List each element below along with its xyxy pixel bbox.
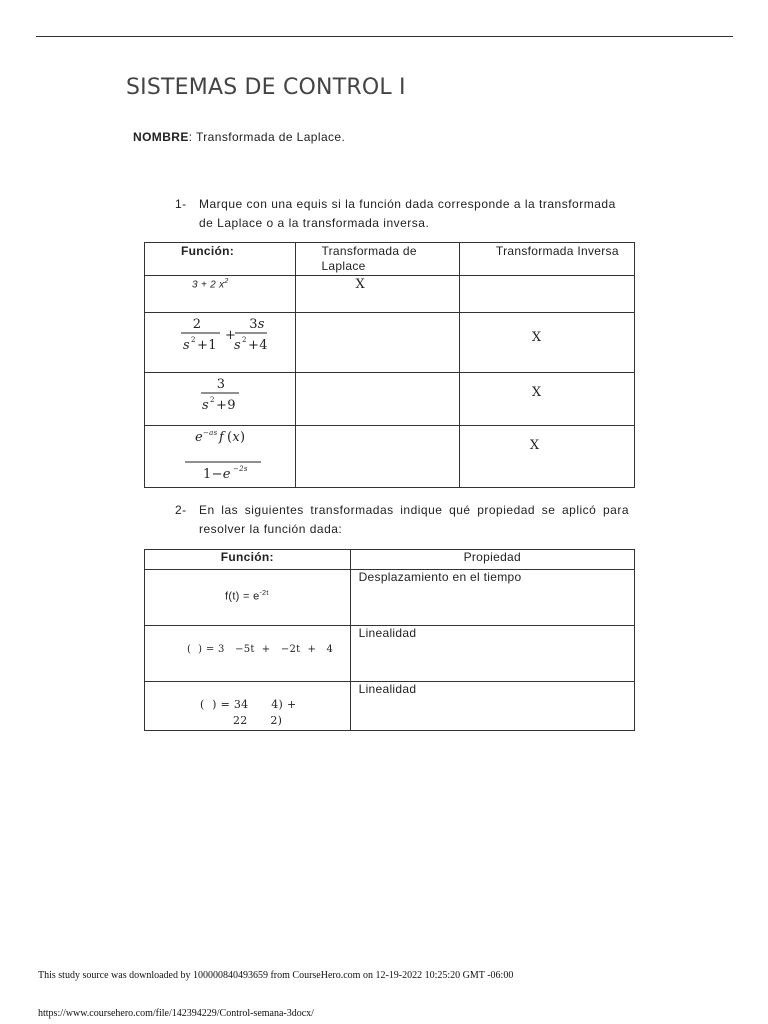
svg-text:s: s — [202, 398, 209, 413]
function-cell — [145, 570, 351, 626]
svg-text:−2s: −2s — [233, 465, 248, 473]
function-expression-line-1: ( ) = 34 4) + — [200, 698, 297, 711]
function-expression: ( ) = 3 −5t + −2t + 4 — [187, 644, 334, 655]
inverse-cell — [459, 313, 634, 373]
inverse-cell — [459, 373, 634, 426]
svg-text:2: 2 — [210, 396, 215, 404]
top-rule — [36, 36, 733, 37]
question-1-number: 1- — [175, 197, 187, 211]
table-row — [145, 682, 635, 731]
function-expression: 3 + 2 $x^2$ — [192, 278, 229, 291]
source-url: https://www.coursehero.com/file/142394229/Control-semana-3docx/ — [38, 1008, 314, 1019]
table-header-row — [145, 550, 635, 570]
function-expression — [145, 313, 293, 372]
nombre-label: NOMBRE — [133, 130, 189, 144]
laplace-cell — [296, 313, 459, 373]
property-cell — [350, 570, 634, 626]
nombre-value: : Transformada de Laplace. — [188, 130, 346, 144]
svg-text:+: + — [225, 328, 237, 343]
svg-text:−as: −as — [203, 429, 218, 437]
header-funcion: Función: — [145, 550, 351, 570]
table-row — [145, 313, 635, 373]
svg-text:+1: +1 — [197, 338, 217, 353]
table-row — [145, 276, 635, 313]
svg-text:2: 2 — [192, 317, 202, 332]
inverse-mark: X — [529, 438, 540, 453]
svg-text:f: f — [219, 430, 225, 445]
document-title: SISTEMAS DE CONTROL I — [126, 75, 406, 100]
nombre-line — [133, 130, 345, 144]
function-expression-line-2: 22 2) — [233, 714, 283, 727]
function-cell — [145, 626, 351, 682]
svg-text:3s: 3s — [249, 317, 265, 332]
laplace-table — [144, 242, 635, 488]
inverse-cell — [459, 426, 634, 488]
download-notice: This study source was downloaded by 100000840493659 from CourseHero.com on 12-19-2022 10:25:20 GMT -06:00 — [38, 970, 514, 981]
svg-text:1−e: 1−e — [203, 467, 231, 482]
function-expression — [145, 426, 293, 487]
svg-text:+9: +9 — [216, 398, 236, 413]
laplace-cell — [296, 426, 459, 488]
function-cell — [145, 313, 296, 373]
property-cell — [350, 682, 634, 731]
svg-text:s: s — [234, 338, 241, 353]
property-text: Linealidad — [358, 682, 417, 696]
laplace-cell — [296, 276, 459, 313]
question-2-number: 2- — [175, 503, 187, 517]
table-row — [145, 570, 635, 626]
property-text: Linealidad — [358, 626, 417, 640]
svg-text:2: 2 — [242, 336, 247, 344]
table-row — [145, 626, 635, 682]
function-cell — [145, 426, 296, 488]
svg-text:e: e — [195, 430, 203, 445]
function-cell — [145, 682, 351, 731]
table-header-row — [145, 243, 635, 276]
table-row — [145, 373, 635, 426]
property-table — [144, 549, 635, 731]
svg-text:3: 3 — [216, 377, 226, 392]
function-cell — [145, 276, 296, 313]
header-funcion: Función: — [145, 243, 296, 276]
svg-text:(x): (x) — [227, 430, 246, 445]
function-expression: $f(t) = e^{-2t}$ — [225, 590, 269, 603]
inverse-cell — [459, 276, 634, 313]
svg-text:+4: +4 — [248, 338, 268, 353]
header-propiedad: Propiedad — [350, 550, 634, 570]
svg-text:s: s — [183, 338, 190, 353]
property-cell — [350, 626, 634, 682]
svg-text:2: 2 — [191, 336, 196, 344]
table-row — [145, 426, 635, 488]
header-transformada-laplace: Transformada de Laplace — [296, 243, 459, 276]
laplace-cell — [296, 373, 459, 426]
question-1-text: Marque con una equis si la función dada corresponde a la transformada de Laplace o a la transformada inversa. — [199, 197, 616, 230]
function-cell — [145, 373, 296, 426]
function-expression — [145, 373, 293, 425]
inverse-mark: X — [531, 330, 542, 345]
inverse-mark: X — [531, 385, 542, 400]
question-2-text: En las siguientes transformadas indique qué propiedad se aplicó para resolver la función dada: — [199, 503, 629, 536]
header-transformada-inversa: Transformada Inversa — [459, 243, 634, 276]
property-text: Desplazamiento en el tiempo — [358, 570, 522, 584]
laplace-mark: X — [355, 277, 366, 292]
